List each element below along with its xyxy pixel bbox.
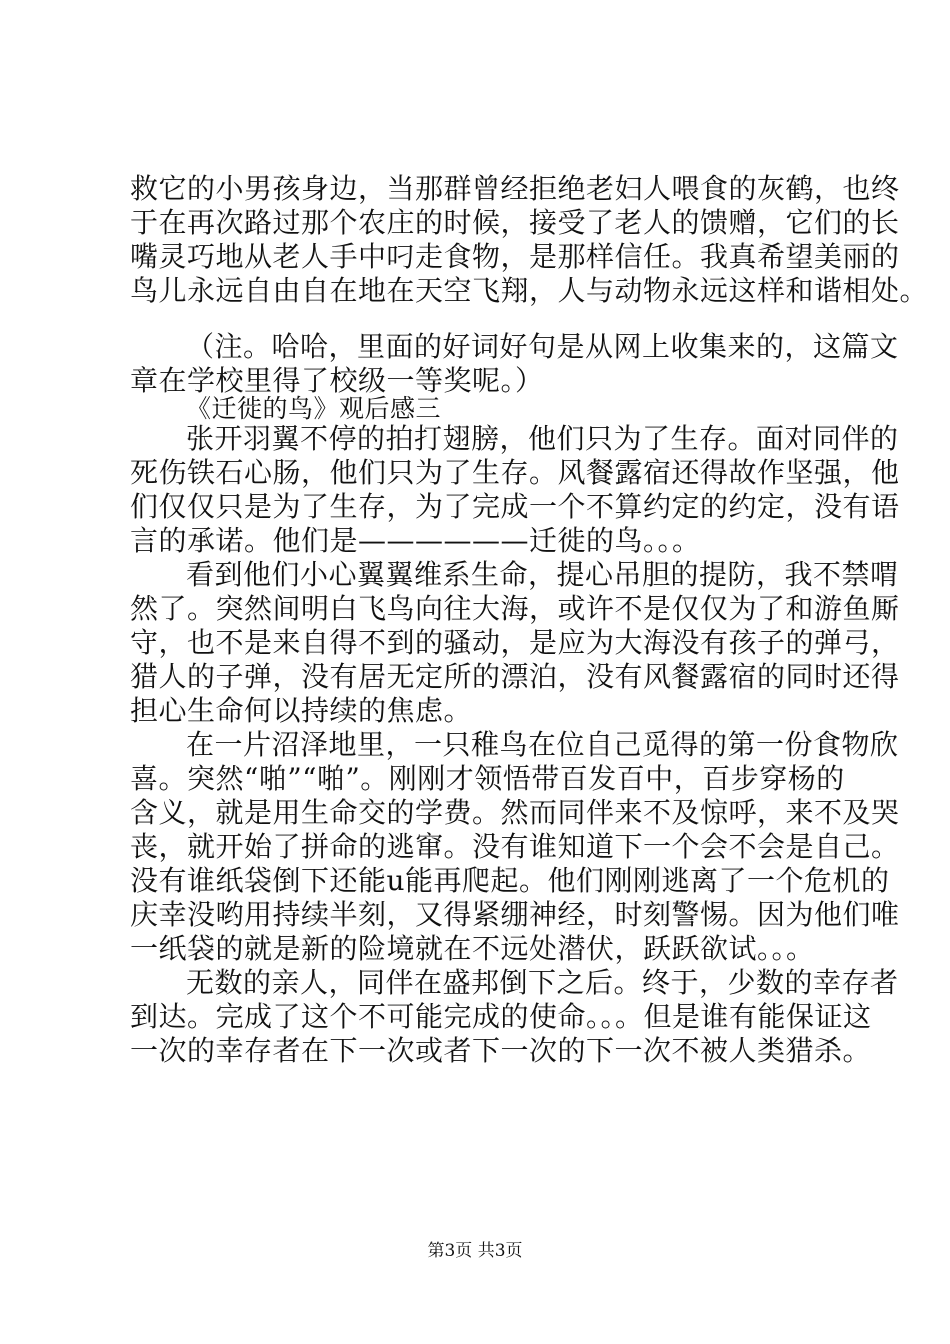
text-line: 于在再次路过那个农庄的时候，接受了老人的馈赠，它们的长: [130, 206, 900, 239]
paragraph-line: 言的承诺。他们是——————迁徙的鸟。。。: [130, 524, 701, 557]
paragraph-line: 含义，就是用生命交的学费。然而同伴来不及惊呼，来不及哭: [130, 796, 900, 829]
paragraph-line: 一次的幸存者在下一次或者下一次的下一次不被人类猎杀。: [130, 1034, 872, 1067]
paragraph-line: 张开羽翼不停的拍打翅膀，他们只为了生存。面对同伴的: [186, 422, 899, 455]
paragraph-line: 到达。完成了这个不可能完成的使命。。。但是谁有能保证这: [130, 1000, 872, 1033]
note-line: 章在学校里得了校级一等奖呢。）: [130, 364, 544, 397]
paragraph-line: 喜。突然“啪”“啪”。刚刚才领悟带百发百中，百步穿杨的: [130, 762, 845, 795]
paragraph-line: 担心生命何以持续的焦虑。: [130, 694, 473, 727]
paragraph-line: 然了。突然间明白飞鸟向往大海，或许不是仅仅为了和游鱼厮: [130, 592, 900, 625]
paragraph-line: 猎人的子弹，没有居无定所的漂泊，没有风餐露宿的同时还得: [130, 660, 900, 693]
paragraph-line: 守，也不是来自得不到的骚动，是应为大海没有孩子的弹弓，: [130, 626, 900, 659]
paragraph-line: 看到他们小心翼翼维系生命，提心吊胆的提防，我不禁喟: [186, 558, 899, 591]
paragraph-line: 无数的亲人，同伴在盛邦倒下之后。终于，少数的幸存者: [186, 966, 899, 999]
text-line: 嘴灵巧地从老人手中叼走食物，是那样信任。我真希望美丽的: [130, 240, 900, 273]
paragraph-line: 一纸袋的就是新的险境就在不远处潜伏，跃跃欲试。。。: [130, 932, 815, 965]
section-title: 《迁徙的鸟》观后感三: [186, 394, 442, 423]
text-line: 救它的小男孩身边，当那群曾经拒绝老妇人喂食的灰鹤，也终: [130, 172, 900, 205]
note-line: （注。哈哈，里面的好词好句是从网上收集来的，这篇文: [186, 330, 899, 363]
paragraph-line: 没有谁纸袋倒下还能u能再爬起。他们刚刚逃离了一个危机的: [130, 864, 890, 897]
paragraph-line: 在一片沼泽地里，一只稚鸟在位自己觅得的第一份食物欣: [186, 728, 899, 761]
page-number: 第3页 共3页: [427, 1241, 523, 1261]
paragraph-line: 们仅仅只是为了生存，为了完成一个不算约定的约定，没有语: [130, 490, 900, 523]
paragraph-line: 死伤铁石心肠，他们只为了生存。风餐露宿还得故作坚强，他: [130, 456, 900, 489]
paragraph-line: 丧，就开始了拼命的逃窜。没有谁知道下一个会不会是自己。: [130, 830, 900, 863]
paragraph-line: 庆幸没哟用持续半刻，又得紧绷神经，时刻警惕。因为他们唯: [130, 898, 900, 931]
text-line: 鸟儿永远自由自在地在天空飞翔，人与动物永远这样和谐相处。: [130, 274, 929, 307]
